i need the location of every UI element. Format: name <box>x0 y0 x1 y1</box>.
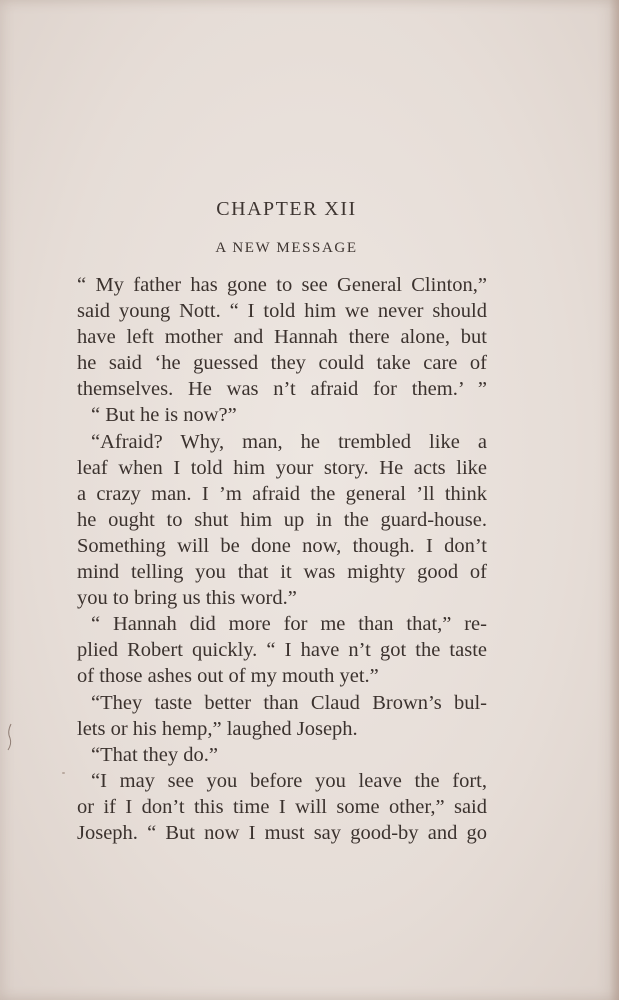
body-text <box>77 272 487 846</box>
text-line: Something will be done now, though. I don’t <box>77 534 487 557</box>
text-line: he ought to shut him up in the guard-house. <box>77 508 487 531</box>
text-line: mind telling you that it was mighty good of <box>77 561 487 584</box>
text-line: “They taste better than Claud Brown’s bul- <box>91 691 487 714</box>
text-line: lets or his hemp,” laughed Joseph. <box>77 717 358 740</box>
chapter-title: CHAPTER XII <box>216 198 357 220</box>
text-line: said young Nott. “ I told him we never should <box>77 300 487 323</box>
text-line: “ My father has gone to see General Clinton,” <box>77 274 487 296</box>
text-line: “ Hannah did more for me than that,” re- <box>91 613 487 636</box>
text-line: “I may see you before you leave the fort, <box>91 769 487 792</box>
paper-speck <box>62 772 65 774</box>
text-line: plied Robert quickly. “ I have n’t got the taste <box>77 639 487 662</box>
text-line: a crazy man. I ’m afraid the general ’ll think <box>77 482 487 505</box>
text-line: he said ‘he guessed they could take care of <box>77 352 487 375</box>
text-line: “That they do.” <box>91 743 218 766</box>
text-line: have left mother and Hannah there alone, but <box>77 326 487 349</box>
text-line: “Afraid? Why, man, he trembled like a <box>91 430 487 453</box>
text-line: or if I don’t this time I will some other,” said <box>77 795 487 818</box>
text-line: themselves. He was n’t afraid for them.’ ” <box>77 378 487 401</box>
text-line: “ But he is now?” <box>91 404 237 427</box>
text-line: Joseph. “ But now I must say good-by and go <box>77 821 487 844</box>
margin-pencil-mark <box>4 722 14 752</box>
text-line: leaf when I told him your story. He acts like <box>77 456 487 479</box>
chapter-subtitle: A NEW MESSAGE <box>215 240 358 256</box>
text-line: of those ashes out of my mouth yet.” <box>77 665 379 688</box>
text-line: you to bring us this word.” <box>77 587 297 610</box>
